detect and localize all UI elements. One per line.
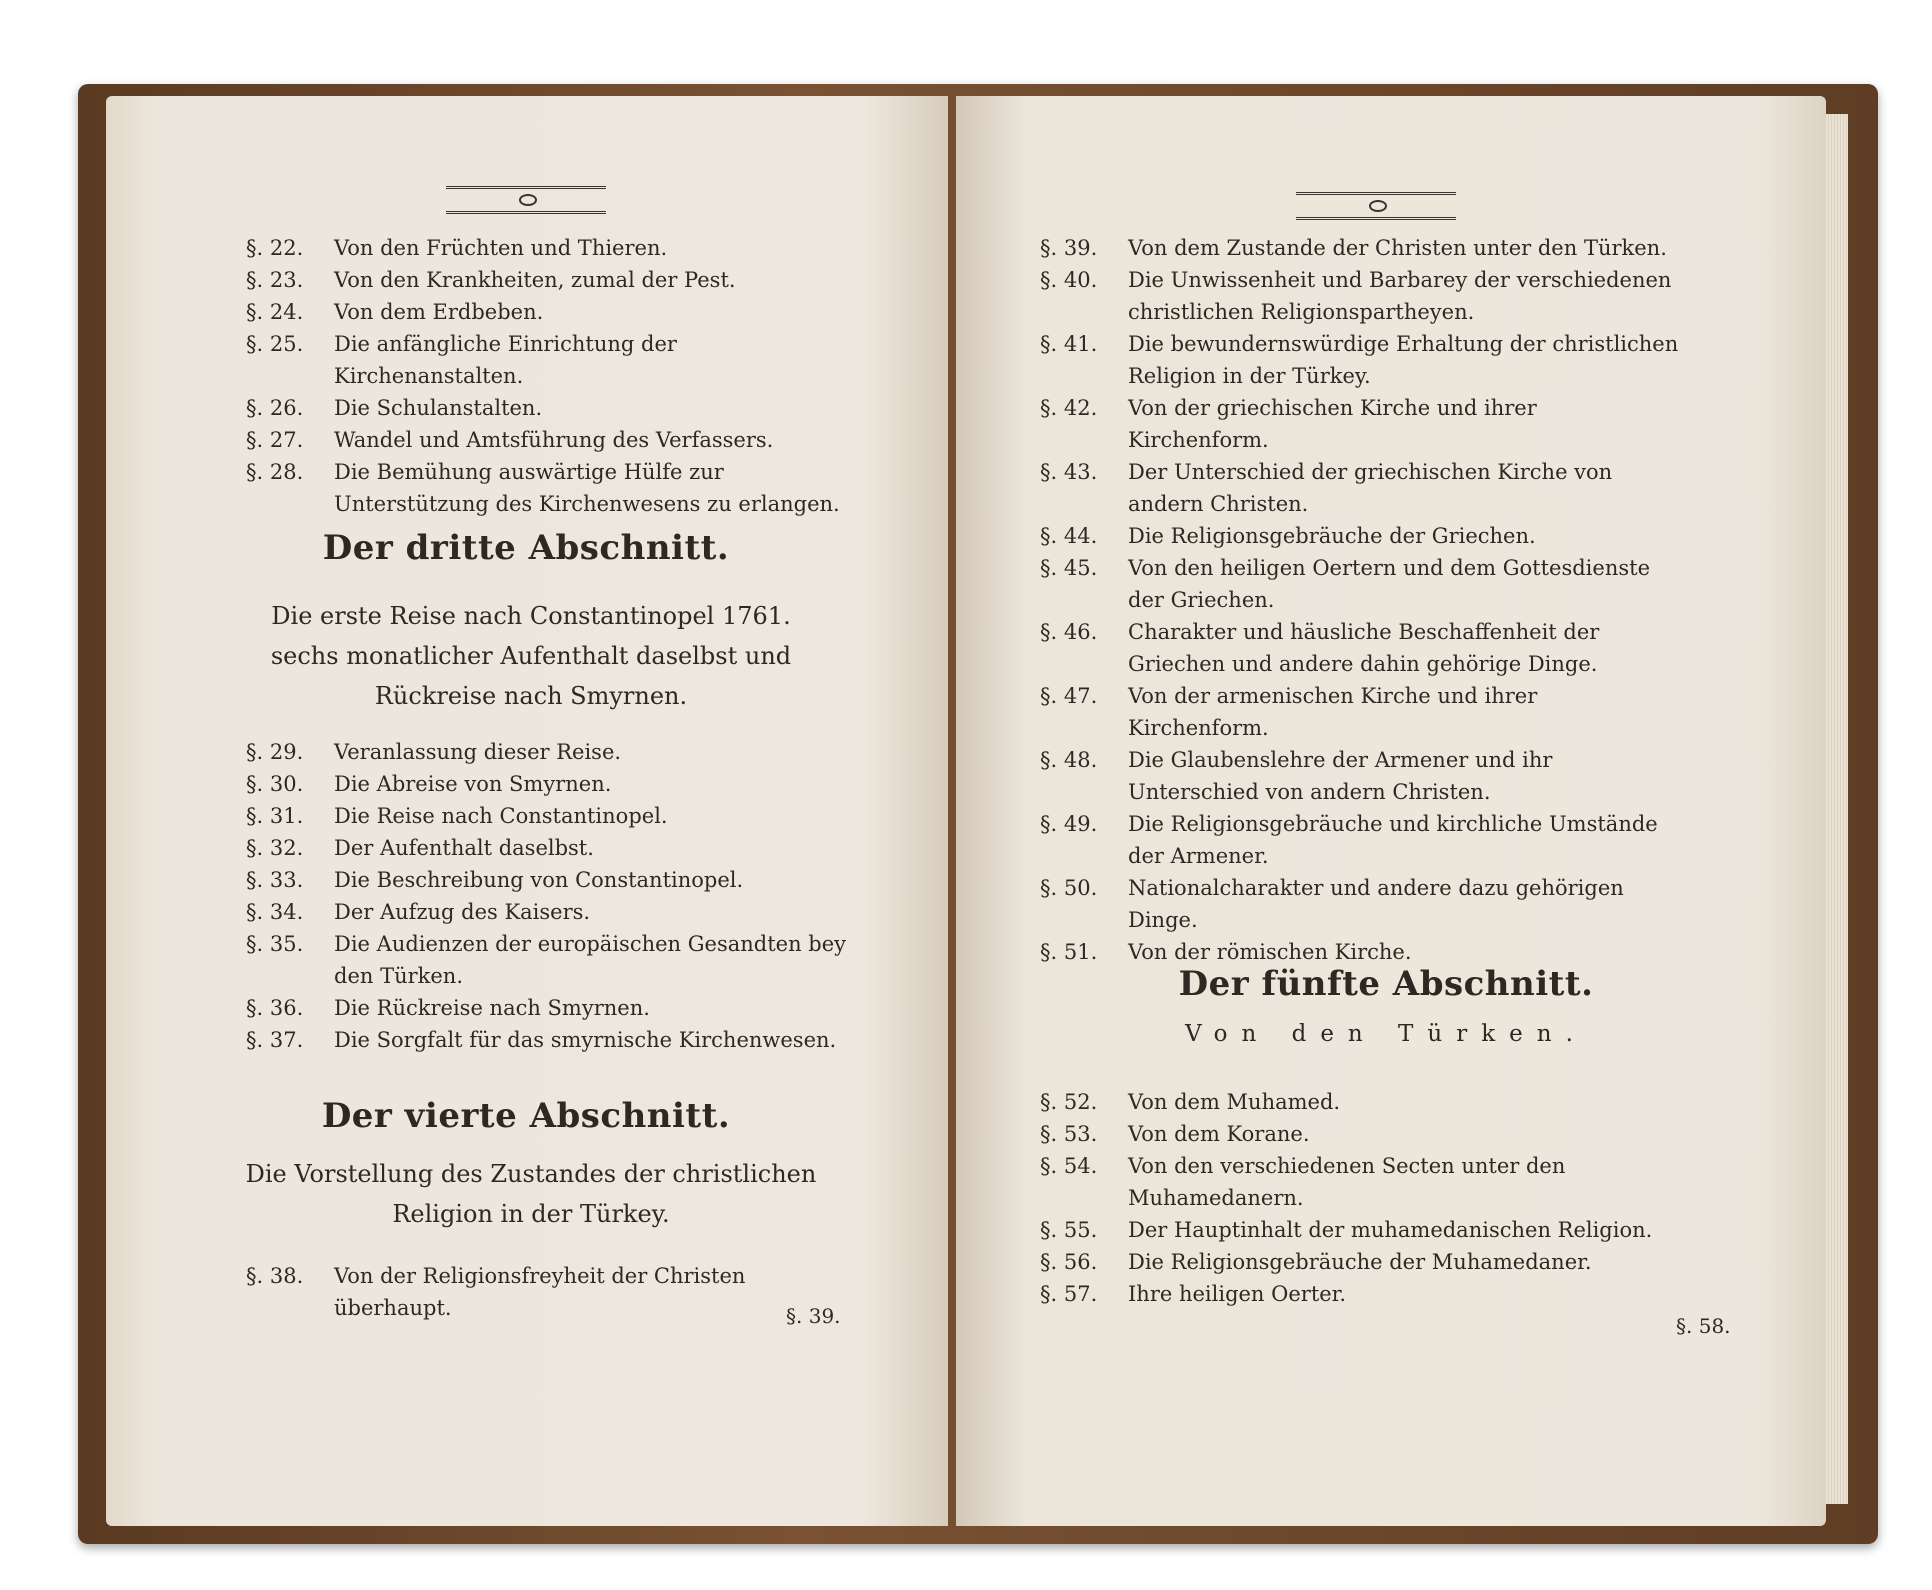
toc-entry xyxy=(1040,808,1680,872)
entry-title: Der Unterschied der griechischen Kirche von andern Christen. xyxy=(1128,460,1613,516)
paragraph-number: §. 51. xyxy=(1040,940,1098,964)
entry-title: Von den Krankheiten, zumal der Pest. xyxy=(334,268,736,292)
paragraph-number: §. 55. xyxy=(1040,1218,1098,1242)
section-heading-4: Der vierte Abschnitt. xyxy=(321,1096,731,1136)
entry-title: Die Sorgfalt für das smyrnische Kirchenwesen. xyxy=(334,1028,837,1052)
toc-entry xyxy=(246,832,866,864)
toc-entry xyxy=(1040,520,1680,552)
paragraph-number: §. 22. xyxy=(246,236,304,260)
paragraph-number: §. 56. xyxy=(1040,1250,1098,1274)
paragraph-number: §. 34. xyxy=(246,900,304,924)
toc-entry xyxy=(1040,872,1680,936)
header-ornament xyxy=(446,186,606,214)
toc-entry xyxy=(246,864,866,896)
toc-entry xyxy=(1040,680,1680,744)
toc-entry xyxy=(1040,552,1680,616)
entry-title: Der Aufzug des Kaisers. xyxy=(334,900,591,924)
paragraph-number: §. 47. xyxy=(1040,684,1098,708)
right-entries-section5 xyxy=(1040,1086,1680,1310)
entry-title: Die Reise nach Constantinopel. xyxy=(334,804,668,828)
toc-entry xyxy=(246,800,866,832)
entry-title: Wandel und Amtsführung des Verfassers. xyxy=(334,428,774,452)
entry-title: Die Audienzen der europäischen Gesandten bey den Türken. xyxy=(334,932,847,988)
toc-entry xyxy=(1040,1214,1680,1246)
entry-title: Von dem Erdbeben. xyxy=(334,300,544,324)
right-entries-top xyxy=(1040,232,1680,968)
toc-entry xyxy=(246,736,866,768)
entry-title: Der Hauptinhalt der muhamedanischen Religion. xyxy=(1128,1218,1653,1242)
paragraph-number: §. 31. xyxy=(246,804,304,828)
toc-entry xyxy=(1040,744,1680,808)
left-page xyxy=(106,96,948,1526)
toc-entry xyxy=(246,768,866,800)
entry-title: Von der römischen Kirche. xyxy=(1128,940,1412,964)
toc-entry xyxy=(1040,1246,1680,1278)
entry-title: Die Beschreibung von Constantinopel. xyxy=(334,868,744,892)
left-entries-section3 xyxy=(246,736,866,1056)
paragraph-number: §. 50. xyxy=(1040,876,1098,900)
paragraph-number: §. 40. xyxy=(1040,268,1098,292)
right-page xyxy=(956,96,1826,1526)
section-description-4: Die Vorstellung des Zustandes der christlichen Religion in der Türkey. xyxy=(245,1160,817,1228)
entry-title: Die Religionsgebräuche der Muhamedaner. xyxy=(1128,1250,1592,1274)
entry-title: Die Religionsgebräuche und kirchliche Umstände der Armener. xyxy=(1128,812,1658,868)
entry-title: Veranlassung dieser Reise. xyxy=(334,740,622,764)
section-description-5: Von den Türken. xyxy=(1185,1021,1587,1047)
left-entries-section4 xyxy=(246,1260,866,1324)
paragraph-number: §. 46. xyxy=(1040,620,1098,644)
entry-title: Ihre heiligen Oerter. xyxy=(1128,1282,1347,1306)
paragraph-number: §. 42. xyxy=(1040,396,1098,420)
header-ornament xyxy=(1296,192,1456,220)
paragraph-number: §. 26. xyxy=(246,396,304,420)
paragraph-number: §. 30. xyxy=(246,772,304,796)
entry-title: Von dem Muhamed. xyxy=(1128,1090,1341,1114)
paragraph-number: §. 54. xyxy=(1040,1154,1098,1178)
book xyxy=(78,84,1878,1544)
paragraph-number: §. 24. xyxy=(246,300,304,324)
entry-title: Die Abreise von Smyrnen. xyxy=(334,772,612,796)
toc-entry xyxy=(246,896,866,928)
paragraph-number: §. 29. xyxy=(246,740,304,764)
toc-entry xyxy=(1040,328,1680,392)
entry-title: Von der armenischen Kirche und ihrer Kirchenform. xyxy=(1128,684,1538,740)
toc-entry xyxy=(1040,232,1680,264)
section-heading-5: Der fünfte Abschnitt. xyxy=(1178,964,1594,1004)
toc-entry xyxy=(246,992,866,1024)
toc-entry xyxy=(246,392,866,424)
paragraph-number: §. 36. xyxy=(246,996,304,1020)
paragraph-number: §. 44. xyxy=(1040,524,1098,548)
entry-title: Von den heiligen Oertern und dem Gottesdienste der Griechen. xyxy=(1128,556,1650,612)
paragraph-number: §. 27. xyxy=(246,428,304,452)
toc-entry xyxy=(246,424,866,456)
paragraph-number: §. 52. xyxy=(1040,1090,1098,1114)
entry-title: Die Rückreise nach Smyrnen. xyxy=(334,996,650,1020)
entry-title: Von dem Zustande der Christen unter den Türken. xyxy=(1128,236,1667,260)
toc-entry xyxy=(1040,1150,1680,1214)
paragraph-number: §. 35. xyxy=(246,932,304,956)
toc-entry xyxy=(246,928,866,992)
page-edges xyxy=(1826,114,1848,1504)
entry-title: Von der Religionsfreyheit der Christen überhaupt. xyxy=(334,1264,746,1320)
paragraph-number: §. 48. xyxy=(1040,748,1098,772)
entry-title: Die Bemühung auswärtige Hülfe zur Unterstützung des Kirchenwesens zu erlangen. xyxy=(334,460,840,516)
paragraph-number: §. 39. xyxy=(1040,236,1098,260)
entry-title: Von den Früchten und Thieren. xyxy=(334,236,668,260)
paragraph-number: §. 37. xyxy=(246,1028,304,1052)
entry-title: Die anfängliche Einrichtung der Kirchenanstalten. xyxy=(334,332,677,388)
toc-entry xyxy=(1040,1086,1680,1118)
entry-title: Die Unwissenheit und Barbarey der verschiedenen christlichen Religionspartheyen. xyxy=(1128,268,1672,324)
catchword: §. 58. xyxy=(1676,1314,1731,1338)
paragraph-number: §. 38. xyxy=(246,1264,304,1288)
toc-entry xyxy=(246,232,866,264)
entry-title: Von der griechischen Kirche und ihrer Kirchenform. xyxy=(1128,396,1537,452)
toc-entry xyxy=(1040,1278,1680,1310)
entry-title: Die Glaubenslehre der Armener und ihr Unterschied von andern Christen. xyxy=(1128,748,1553,804)
toc-entry xyxy=(246,456,866,520)
paragraph-number: §. 28. xyxy=(246,460,304,484)
entry-title: Die Religionsgebräuche der Griechen. xyxy=(1128,524,1536,548)
toc-entry xyxy=(1040,392,1680,456)
section-description-3: Die erste Reise nach Constantinopel 1761. sechs monatlicher Aufenthalt daselbst und Rückreise nach Smyrnen. xyxy=(270,602,792,710)
entry-title: Die bewundernswürdige Erhaltung der christlichen Religion in der Türkey. xyxy=(1128,332,1679,388)
entry-title: Von den verschiedenen Secten unter den Muhamedanern. xyxy=(1128,1154,1566,1210)
toc-entry xyxy=(246,1260,866,1324)
section-heading-3: Der dritte Abschnitt. xyxy=(322,528,730,568)
left-entries-top xyxy=(246,232,866,520)
paragraph-number: §. 23. xyxy=(246,268,304,292)
toc-entry xyxy=(246,328,866,392)
paragraph-number: §. 33. xyxy=(246,868,304,892)
toc-entry xyxy=(246,296,866,328)
toc-entry xyxy=(1040,264,1680,328)
paragraph-number: §. 41. xyxy=(1040,332,1098,356)
paragraph-number: §. 43. xyxy=(1040,460,1098,484)
toc-entry xyxy=(1040,456,1680,520)
entry-title: Charakter und häusliche Beschaffenheit der Griechen und andere dahin gehörige Dinge. xyxy=(1128,620,1600,676)
entry-title: Die Schulanstalten. xyxy=(334,396,543,420)
toc-entry xyxy=(246,264,866,296)
paragraph-number: §. 49. xyxy=(1040,812,1098,836)
paragraph-number: §. 45. xyxy=(1040,556,1098,580)
paragraph-number: §. 53. xyxy=(1040,1122,1098,1146)
entry-title: Der Aufenthalt daselbst. xyxy=(334,836,594,860)
toc-entry xyxy=(1040,616,1680,680)
entry-title: Von dem Korane. xyxy=(1128,1122,1310,1146)
catchword: §. 39. xyxy=(786,1304,841,1328)
entry-title: Nationalcharakter und andere dazu gehörigen Dinge. xyxy=(1128,876,1624,932)
paragraph-number: §. 57. xyxy=(1040,1282,1098,1306)
paragraph-number: §. 25. xyxy=(246,332,304,356)
toc-entry xyxy=(246,1024,866,1056)
toc-entry xyxy=(1040,1118,1680,1150)
paragraph-number: §. 32. xyxy=(246,836,304,860)
